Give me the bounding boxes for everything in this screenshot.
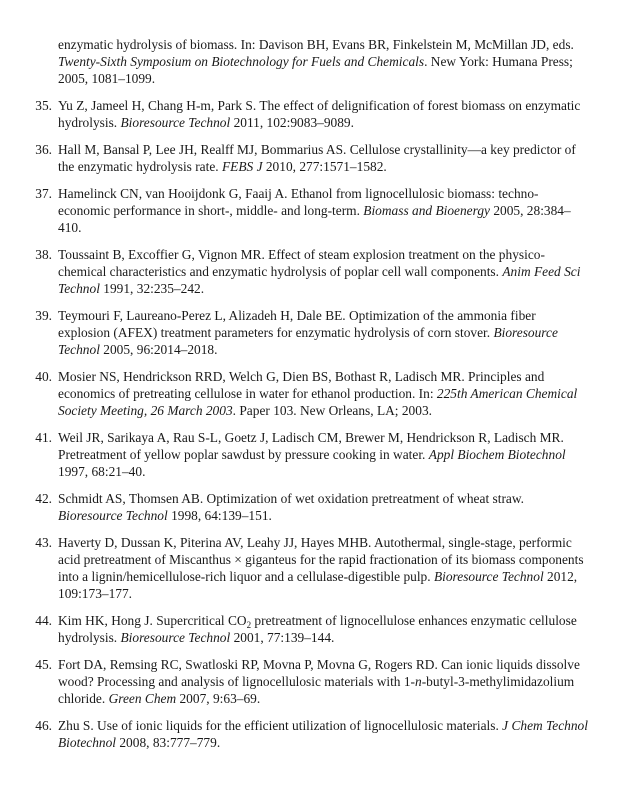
italic-text: n bbox=[415, 674, 422, 689]
reference-source-title: Green Chem bbox=[108, 691, 177, 706]
reference-item bbox=[0, 717, 617, 751]
reference-item bbox=[0, 185, 617, 236]
reference-text: Hamelinck CN, van Hooijdonk G, Faaij A. Ethanol from lignocellulosic biomass: techno-economic performance in short-, middle- and long-term. bbox=[58, 186, 539, 218]
reference-item bbox=[0, 97, 617, 131]
reference-text: Haverty D, Dussan K, Piterina AV, Leahy JJ, Hayes MHB. Autothermal, single-stage, performic acid pretreatment of Miscanthus × giganteus for the rapid fractionation of its biomass components into a lignin/hemicellulose-rich liquor and a cellulase-digestible pulp. bbox=[58, 535, 584, 584]
reference-text: Schmidt AS, Thomsen AB. Optimization of wet oxidation pretreatment of wheat straw. bbox=[58, 491, 524, 506]
reference-text-continued: -butyl-3-methylimidazolium chloride. bbox=[58, 674, 575, 706]
reference-item bbox=[0, 534, 617, 602]
reference-source-title: Twenty-Sixth Symposium on Biotechnology for Fuels and Chemicals bbox=[58, 54, 425, 69]
reference-text: Zhu S. Use of ionic liquids for the efficient utilization of lignocellulosic materials. bbox=[58, 718, 503, 733]
reference-text: Teymouri F, Laureano-Perez L, Alizadeh H, Dale BE. Optimization of the ammonia fiber explosion (AFEX) treatment parameters for enzymatic hydrolysis of corn stover. bbox=[58, 308, 536, 340]
reference-details: 1991, 32:235–242. bbox=[99, 281, 205, 296]
reference-item bbox=[0, 612, 617, 646]
reference-source-title: Anim Feed Sci Technol bbox=[58, 264, 581, 296]
reference-details: 2005, 96:2014–2018. bbox=[99, 342, 218, 357]
reference-number: 41. bbox=[35, 430, 52, 445]
reference-details: 2005, 28:384–410. bbox=[58, 203, 571, 235]
reference-list bbox=[0, 36, 617, 761]
reference-source-title: Appl Biochem Biotechnol bbox=[428, 447, 566, 462]
reference-source-title: FEBS J bbox=[221, 159, 263, 174]
reference-details: 1998, 64:139–151. bbox=[167, 508, 272, 523]
reference-details: 1997, 68:21–40. bbox=[58, 464, 146, 479]
reference-number: 42. bbox=[35, 491, 52, 506]
reference-text: Toussaint B, Excoffier G, Vignon MR. Effect of steam explosion treatment on the physico-chemical characteristics and enzymatic hydrolysis of poplar cell wall components. bbox=[58, 247, 545, 279]
subscript: 2 bbox=[246, 620, 252, 630]
reference-item bbox=[0, 307, 617, 358]
reference-number: 38. bbox=[35, 247, 52, 262]
reference-source-title: J Chem Technol Biotechnol bbox=[58, 718, 588, 750]
reference-source-title: Bioresource Technol bbox=[58, 508, 168, 523]
reference-details: 2010, 277:1571–1582. bbox=[262, 159, 387, 174]
reference-details: 2001, 77:139–144. bbox=[230, 630, 335, 645]
reference-details: 2008, 83:777–779. bbox=[116, 735, 221, 750]
reference-item bbox=[0, 36, 617, 87]
reference-text: Kim HK, Hong J. Supercritical CO bbox=[58, 613, 247, 628]
reference-number: 35. bbox=[35, 98, 52, 113]
reference-source-title: Bioresource Technol bbox=[120, 630, 231, 645]
reference-details: 2007, 9:63–69. bbox=[176, 691, 261, 706]
reference-item bbox=[0, 141, 617, 175]
reference-text: enzymatic hydrolysis of biomass. In: Davison BH, Evans BR, Finkelstein M, McMillan JD, eds. bbox=[58, 37, 574, 52]
reference-number: 46. bbox=[35, 718, 52, 733]
reference-source-title: Bioresource Technol bbox=[120, 115, 231, 130]
reference-details: 2011, 102:9083–9089. bbox=[230, 115, 354, 130]
reference-item bbox=[0, 368, 617, 419]
reference-text: Hall M, Bansal P, Lee JH, Realff MJ, Bommarius AS. Cellulose crystallinity—a key predictor of the enzymatic hydrolysis rate. bbox=[58, 142, 576, 174]
reference-item bbox=[0, 429, 617, 480]
reference-item bbox=[0, 490, 617, 524]
reference-item bbox=[0, 246, 617, 297]
reference-number: 43. bbox=[35, 535, 52, 550]
reference-text: Fort DA, Remsing RC, Swatloski RP, Movna P, Movna G, Rogers RD. Can ionic liquids dissolve wood? Processing and analysis of lignocellulosic materials with 1- bbox=[58, 657, 580, 689]
reference-text: Yu Z, Jameel H, Chang H-m, Park S. The effect of delignification of forest biomass on enzymatic hydrolysis. bbox=[58, 98, 581, 130]
reference-number: 45. bbox=[35, 657, 52, 672]
reference-number: 37. bbox=[35, 186, 52, 201]
reference-details: . New York: Humana Press; 2005, 1081–1099. bbox=[58, 54, 573, 86]
reference-source-title: 225th American Chemical Society Meeting, 26 March 2003 bbox=[58, 386, 578, 418]
reference-details: . Paper 103. New Orleans, LA; 2003. bbox=[232, 403, 432, 418]
reference-number: 44. bbox=[35, 613, 52, 628]
reference-number: 36. bbox=[35, 142, 52, 157]
reference-text-continued: pretreatment of lignocellulose enhances enzymatic cellulose hydrolysis. bbox=[58, 613, 577, 645]
reference-text: Weil JR, Sarikaya A, Rau S-L, Goetz J, Ladisch CM, Brewer M, Hendrickson R, Ladisch MR. Pretreatment of yellow poplar sawdust by pressure cooking in water. bbox=[58, 430, 564, 462]
reference-source-title: Bioresource Technol bbox=[433, 569, 544, 584]
reference-number: 39. bbox=[35, 308, 52, 323]
reference-source-title: Bioresource Technol bbox=[58, 325, 558, 357]
reference-item bbox=[0, 656, 617, 707]
reference-details: 2012, 109:173–177. bbox=[58, 569, 578, 601]
reference-source-title: Biomass and Bioenergy bbox=[363, 203, 490, 218]
reference-text: Mosier NS, Hendrickson RRD, Welch G, Dien BS, Bothast R, Ladisch MR. Principles and economics of pretreating cellulose in water for ethanol production. In: bbox=[58, 369, 545, 401]
reference-number: 40. bbox=[35, 369, 52, 384]
